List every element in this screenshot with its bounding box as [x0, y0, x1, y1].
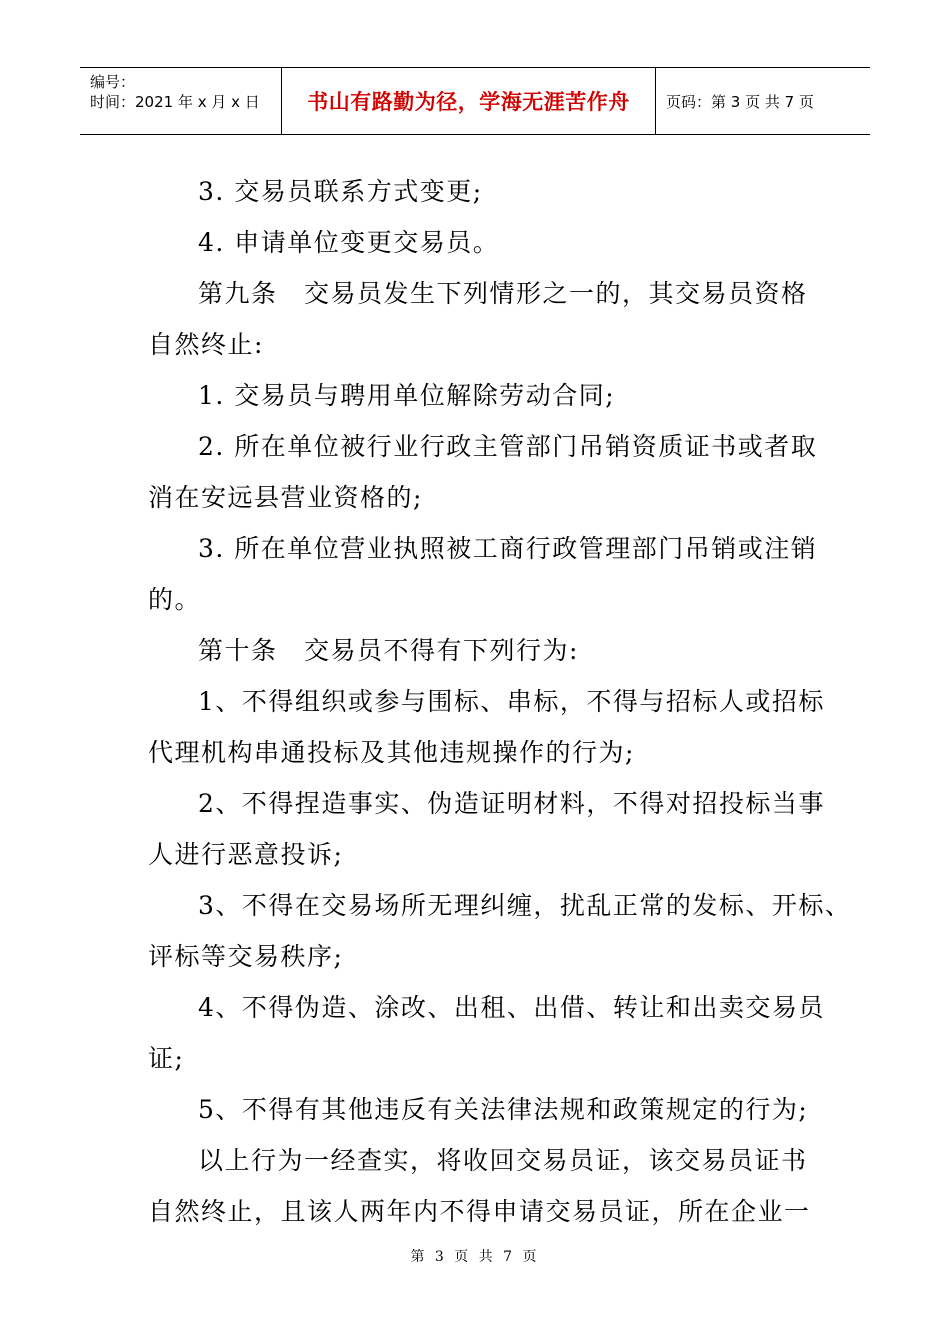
body-line: 4. 申请单位变更交易员。 — [198, 228, 500, 257]
header-motto: 书山有路勤为径，学海无涯苦作舟 — [282, 68, 656, 134]
page-header — [80, 67, 870, 135]
body-line: 2. 所在单位被行业行政主管部门吊销资质证书或者取 — [198, 432, 818, 461]
document-date: 时间：2021 年 x 月 x 日 — [90, 93, 260, 111]
body-line: 1、不得组织或参与围标、串标，不得与招标人或招标 — [198, 687, 825, 716]
body-line: 1. 交易员与聘用单位解除劳动合同; — [198, 381, 616, 410]
body-line: 消在安远县营业资格的; — [148, 483, 423, 512]
body-line: 5、不得有其他违反有关法律法规和政策规定的行为; — [198, 1095, 809, 1124]
body-line: 3、不得在交易场所无理纠缠，扰乱正常的发标、开标、 — [198, 891, 852, 920]
article-10-heading: 第十条 交易员不得有下列行为: — [198, 636, 579, 665]
body-line: 自然终止，且该人两年内不得申请交易员证，所在企业一 — [148, 1197, 811, 1226]
body-line: 的。 — [148, 585, 202, 614]
header-meta — [80, 68, 282, 134]
body-line: 代理机构串通投标及其他违规操作的行为; — [148, 738, 635, 767]
body-line: 以上行为一经查实，将收回交易员证，该交易员证书 — [198, 1146, 808, 1175]
body-line: 自然终止: — [148, 330, 264, 359]
header-page-info: 页码：第 3 页 共 7 页 — [666, 92, 814, 111]
document-body — [148, 166, 852, 1237]
body-line: 3. 交易员联系方式变更; — [198, 177, 483, 206]
body-line: 证; — [148, 1044, 185, 1073]
body-line: 评标等交易秩序; — [148, 942, 344, 971]
body-line: 人进行恶意投诉; — [148, 840, 344, 869]
article-9-heading: 第九条 交易员发生下列情形之一的，其交易员资格 — [198, 279, 808, 308]
body-line: 3. 所在单位营业执照被工商行政管理部门吊销或注销 — [198, 534, 818, 563]
document-number-label: 编号： — [90, 73, 136, 91]
body-line: 2、不得捏造事实、伪造证明材料，不得对招投标当事 — [198, 789, 825, 818]
body-line: 4、不得伪造、涂改、出租、出借、转让和出卖交易员 — [198, 993, 825, 1022]
page-footer: 第 3 页 共 7 页 — [410, 1249, 540, 1265]
